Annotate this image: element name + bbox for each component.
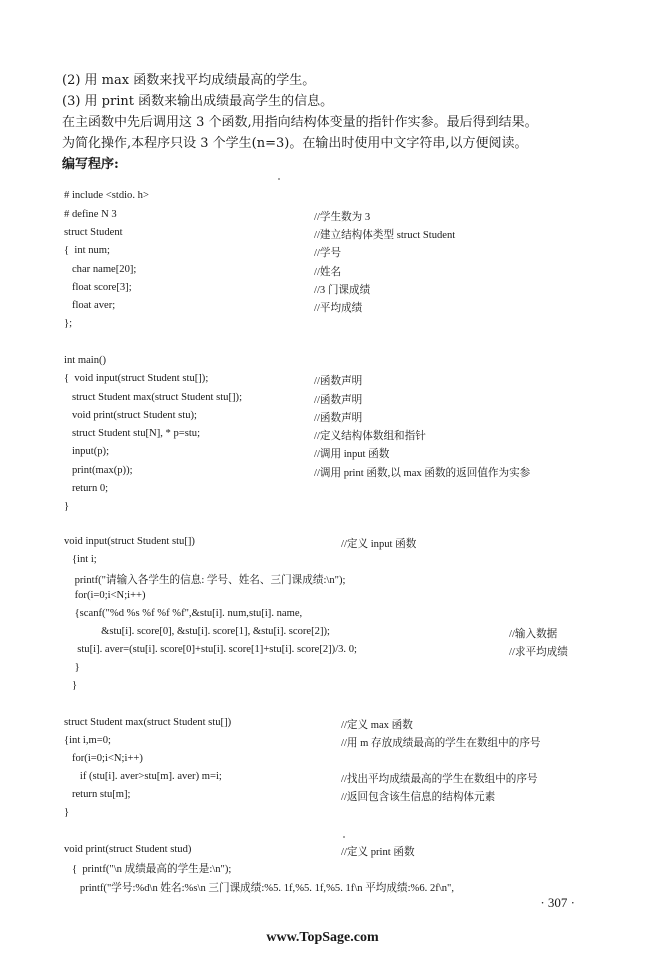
code-line: int main() <box>64 355 107 366</box>
section-heading: 编写程序: <box>62 157 119 172</box>
code-comment: //函数声明 <box>314 413 363 424</box>
code-comment: //3 门课成绩 <box>314 285 371 296</box>
code-comment: //建立结构体类型 struct Student <box>314 230 456 241</box>
code-comment: //找出平均成绩最高的学生在数组中的序号 <box>341 774 538 785</box>
code-comment: //输入数据 <box>509 629 558 640</box>
code-line: struct Student max(struct Student stu[]); <box>64 392 243 403</box>
code-line: {scanf("%d %s %f %f %f",&stu[i]. num,stu[i]. name, <box>64 608 303 619</box>
code-line: } <box>64 662 80 673</box>
code-comment: //姓名 <box>314 267 342 278</box>
code-comment: //学号 <box>314 248 342 259</box>
code-comment: //用 m 存放成绩最高的学生在数组中的序号 <box>341 738 541 749</box>
code-line: { void input(struct Student stu[]); <box>64 373 209 384</box>
code-line: {int i,m=0; <box>64 735 111 746</box>
code-line: void input(struct Student stu[]) <box>64 536 195 547</box>
code-comment: //函数声明 <box>314 376 363 387</box>
code-comment: //定义结构体数组和指针 <box>314 431 426 442</box>
code-comment: //函数声明 <box>314 395 363 406</box>
code-line: &stu[i]. score[0], &stu[i]. score[1], &stu[i]. score[2]); <box>64 626 330 637</box>
code-line: } <box>64 501 70 512</box>
intro-line-2: (3) 用 print 函数来输出成绩最高学生的信息。 <box>62 94 334 109</box>
code-line: # include <stdio. h> <box>64 190 149 201</box>
code-line: { printf("\n 成绩最高的学生是:\n"); <box>64 864 232 875</box>
code-line: void print(struct Student stu); <box>64 410 198 421</box>
code-line: printf("请输入各学生的信息: 学号、姓名、三门课成绩:\n"); <box>64 575 346 586</box>
code-line: } <box>64 807 70 818</box>
code-comment: //返回包含该生信息的结构体元素 <box>341 792 496 803</box>
code-line: }; <box>64 318 73 329</box>
scan-speck <box>343 836 345 838</box>
code-line: struct Student stu[N], * p=stu; <box>64 428 201 439</box>
code-comment: //学生数为 3 <box>314 212 371 223</box>
code-line: return 0; <box>64 483 109 494</box>
footer-url: www.TopSage.com <box>266 930 379 945</box>
code-comment: //求平均成绩 <box>509 647 568 658</box>
intro-line-4: 为简化操作,本程序只设 3 个学生(n=3)。在输出时使用中文字符串,以方便阅读。 <box>62 136 528 151</box>
code-line: struct Student <box>64 227 123 238</box>
code-line: return stu[m]; <box>64 789 131 800</box>
code-comment: //平均成绩 <box>314 303 363 314</box>
code-comment: //调用 input 函数 <box>314 449 390 460</box>
code-line: for(i=0;i<N;i++) <box>64 753 143 764</box>
code-line: } <box>64 680 78 691</box>
code-line: struct Student max(struct Student stu[]) <box>64 717 232 728</box>
code-comment: //调用 print 函数,以 max 函数的返回值作为实参 <box>314 468 531 479</box>
code-line: printf("学号:%d\n 姓名:%s\n 三门课成绩:%5. 1f,%5. 1f,%5. 1f\n 平均成绩:%6. 2f\n", <box>64 883 454 894</box>
scan-speck <box>278 178 280 180</box>
code-line: print(max(p)); <box>64 465 133 476</box>
code-comment: //定义 input 函数 <box>341 539 417 550</box>
code-line: stu[i]. aver=(stu[i]. score[0]+stu[i]. score[1]+stu[i]. score[2])/3. 0; <box>64 644 357 655</box>
page-number: · 307 · <box>540 895 575 910</box>
code-comment: //定义 print 函数 <box>341 847 415 858</box>
code-line: if (stu[i]. aver>stu[m]. aver) m=i; <box>64 771 222 782</box>
code-line: float aver; <box>64 300 116 311</box>
code-line: float score[3]; <box>64 282 132 293</box>
code-comment: //定义 max 函数 <box>341 720 413 731</box>
code-line: input(p); <box>64 446 110 457</box>
intro-line-3: 在主函数中先后调用这 3 个函数,用指向结构体变量的指针作实参。最后得到结果。 <box>62 115 538 130</box>
code-line: { int num; <box>64 245 110 256</box>
code-line: {int i; <box>64 554 97 565</box>
code-line: char name[20]; <box>64 264 137 275</box>
intro-line-1: (2) 用 max 函数来找平均成绩最高的学生。 <box>62 73 316 88</box>
code-line: void print(struct Student stud) <box>64 844 192 855</box>
code-line: # define N 3 <box>64 209 117 220</box>
code-line: for(i=0;i<N;i++) <box>64 590 146 601</box>
